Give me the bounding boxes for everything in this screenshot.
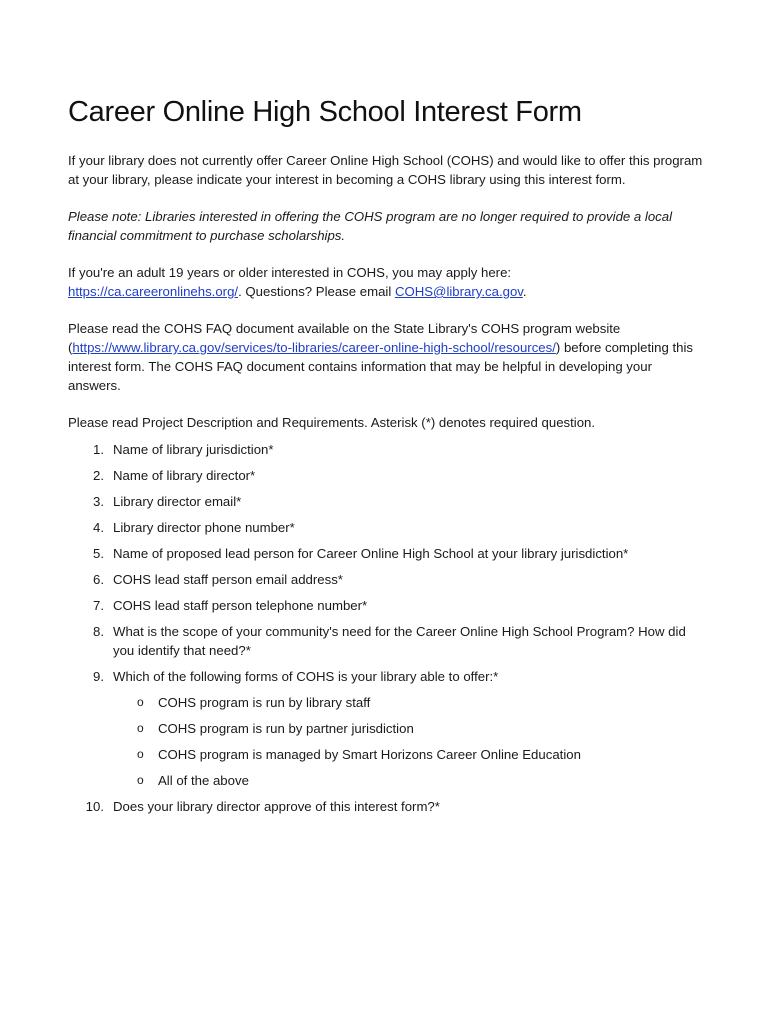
form-page bbox=[68, 96, 708, 823]
apply-link[interactable]: https://ca.careeronlinehs.org/ bbox=[68, 284, 239, 299]
option-item bbox=[113, 719, 708, 738]
question-text: Library director email* bbox=[113, 494, 242, 509]
question-number: 9. bbox=[93, 669, 104, 684]
instructions-paragraph: Please read Project Description and Requirements. Asterisk (*) denotes required question. bbox=[68, 415, 596, 430]
bullet-icon: o bbox=[137, 721, 144, 735]
question-number: 7. bbox=[93, 598, 104, 613]
option-text: COHS program is run by library staff bbox=[158, 695, 371, 710]
question-number: 5. bbox=[93, 546, 104, 561]
intro-paragraph: If your library does not currently offer Career Online High School (COHS) and would like to offer this program at your library, please indicate your interest in becoming a COHS library using this interest form. bbox=[68, 153, 703, 187]
question-text: Name of proposed lead person for Career Online High School at your library jurisdiction* bbox=[113, 546, 629, 561]
question-item bbox=[68, 667, 708, 790]
question-number: 8. bbox=[93, 624, 104, 639]
question-item bbox=[68, 440, 708, 459]
bullet-icon: o bbox=[137, 773, 144, 787]
question-number: 4. bbox=[93, 520, 104, 535]
question-item bbox=[68, 797, 708, 816]
adult-text: If you're an adult 19 years or older interested in COHS, you may apply here: bbox=[68, 265, 512, 280]
question-number: 1. bbox=[93, 442, 104, 457]
question-text: What is the scope of your community's need for the Career Online High School Program? How did you identify that need?* bbox=[113, 624, 686, 658]
question-number: 3. bbox=[93, 494, 104, 509]
option-text: COHS program is run by partner jurisdiction bbox=[158, 721, 414, 736]
question-item bbox=[68, 544, 708, 563]
faq-paragraph bbox=[68, 319, 708, 395]
question-number: 6. bbox=[93, 572, 104, 587]
question-item bbox=[68, 492, 708, 511]
page-title: Career Online High School Interest Form bbox=[68, 96, 582, 128]
adult-end: . bbox=[522, 284, 527, 299]
option-text: COHS program is managed by Smart Horizons Career Online Education bbox=[158, 747, 581, 762]
question-number: 10. bbox=[85, 799, 104, 814]
question-item bbox=[68, 596, 708, 615]
faq-link[interactable]: https://www.library.ca.gov/services/to-libraries/career-online-high-school/resources/ bbox=[72, 340, 556, 355]
question-item bbox=[68, 622, 708, 660]
question-text: Name of library director* bbox=[113, 468, 256, 483]
question-text: Which of the following forms of COHS is your library able to offer:* bbox=[113, 669, 499, 684]
adult-after-link: . Questions? Please email bbox=[238, 284, 395, 299]
adult-paragraph bbox=[68, 263, 708, 301]
question-text: Does your library director approve of this interest form?* bbox=[113, 799, 440, 814]
question-text: Library director phone number* bbox=[113, 520, 295, 535]
question-text: Name of library jurisdiction* bbox=[113, 442, 274, 457]
option-text: All of the above bbox=[158, 773, 249, 788]
bullet-icon: o bbox=[137, 747, 144, 761]
question-item bbox=[68, 466, 708, 485]
option-list bbox=[113, 693, 708, 790]
faq-text-after: ) before completing this interest form. The COHS FAQ document contains information that may be helpful in developing your answers. bbox=[68, 340, 693, 393]
question-number: 2. bbox=[93, 468, 104, 483]
question-item bbox=[68, 570, 708, 589]
bullet-icon: o bbox=[137, 695, 144, 709]
question-text: COHS lead staff person email address* bbox=[113, 572, 343, 587]
option-item bbox=[113, 771, 708, 790]
email-link[interactable]: COHS@library.ca.gov bbox=[394, 284, 523, 299]
question-text: COHS lead staff person telephone number* bbox=[113, 598, 368, 613]
question-list bbox=[68, 440, 708, 816]
question-item bbox=[68, 518, 708, 537]
faq-text-before: Please read the COHS FAQ document available on the State Library's COHS program website ( bbox=[68, 321, 621, 355]
option-item bbox=[113, 693, 708, 712]
note-paragraph: Please note: Libraries interested in offering the COHS program are no longer required to provide a local financial commitment to purchase scholarships. bbox=[68, 209, 673, 243]
option-item bbox=[113, 745, 708, 764]
